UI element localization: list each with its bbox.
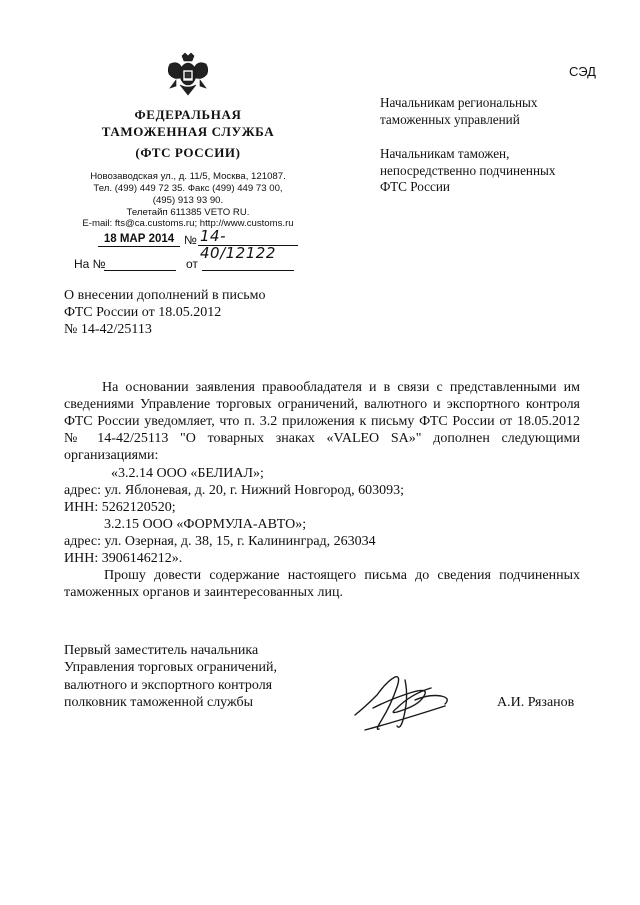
subject-line3: № 14-42/25113 [64, 322, 152, 337]
subject-line1: О внесении дополнений в письмо [64, 288, 266, 303]
addressee-block-2 [380, 146, 556, 196]
signer-title-line2: Управления торговых ограничений, [64, 660, 277, 676]
reference-number-blank [104, 270, 176, 271]
item2-address: адрес: ул. Озерная, д. 38, 15, г. Калининград, 263034 [64, 534, 376, 549]
org-name-line1: ФЕДЕРАЛЬНАЯ [134, 107, 242, 122]
signer-title-line4: полковник таможенной службы [64, 694, 254, 710]
registration-number: 14-40/12122 [198, 228, 298, 246]
item2-inn: ИНН: 3906146212». [64, 551, 183, 566]
handwritten-signature [345, 660, 475, 740]
contact-address: Новозаводская ул., д. 11/5, Москва, 121087. [90, 171, 286, 182]
contact-phone2: (495) 913 93 90. [152, 195, 224, 206]
addressee-1-line1: Начальникам региональных [380, 95, 538, 110]
coat-of-arms-emblem [166, 52, 210, 102]
body-paragraph-2: Прошу довести содержание настоящего письма до сведения подчиненных таможенных органов и заинтересованных лиц. [64, 568, 580, 601]
item2-title: 3.2.15 ООО «ФОРМУЛА-АВТО»; [104, 517, 307, 532]
contact-phone: Тел. (499) 449 72 35. Факс (499) 449 73 00, [93, 183, 283, 194]
signer-title-line3: валютного и экспортного контроля [64, 677, 273, 693]
item1-address: адрес: ул. Яблоневая, д. 20, г. Нижний Новгород, 603093; [64, 483, 405, 498]
contact-email: E-mail: fts@ca.customs.ru; http://www.customs.ru [82, 218, 294, 229]
signer-title [64, 642, 277, 711]
org-name-line3: (ФТС РОССИИ) [135, 145, 241, 160]
number-label: № [184, 233, 197, 247]
signer-title-line1: Первый заместитель начальника [64, 643, 259, 658]
addressee-2-line2: непосредственно подчиненных [380, 162, 556, 178]
addressee-2-line3: ФТС России [380, 179, 450, 194]
item1-inn: ИНН: 5262120520; [64, 500, 176, 515]
reference-number-label: На № [74, 257, 106, 271]
subject-line2: ФТС России от 18.05.2012 [64, 305, 222, 320]
reference-date-label: от [186, 257, 198, 271]
body-paragraph-1: На основании заявления правообладателя и в связи с представленными им сведениями Управление торговых ограничений, валютного и экспортного контроля ФТС России уведомляет, что п. 3.2 приложения к письму ФТС России от 18.05.2012 № 14-42/25113 "О товарных знаках «VALEO SA»" дополнен следующими организациями: [64, 380, 580, 464]
addressee-1-line2: таможенных управлений [380, 111, 520, 127]
item1-title: «3.2.14 ООО «БЕЛИАЛ»; [111, 466, 264, 481]
reference-date-blank [202, 270, 294, 271]
letter-subject [64, 287, 266, 338]
system-mark: СЭД [569, 64, 596, 79]
signer-name: А.И. Рязанов [497, 695, 575, 710]
registration-date: 18 МАР 2014 [98, 232, 180, 247]
contact-teletype: Телетайп 611385 VETO RU. [126, 207, 250, 218]
addressee-block-1 [380, 95, 538, 128]
org-name-line2: ТАМОЖЕННАЯ СЛУЖБА [101, 124, 275, 139]
addressee-2-line1: Начальникам таможен, [380, 146, 510, 161]
